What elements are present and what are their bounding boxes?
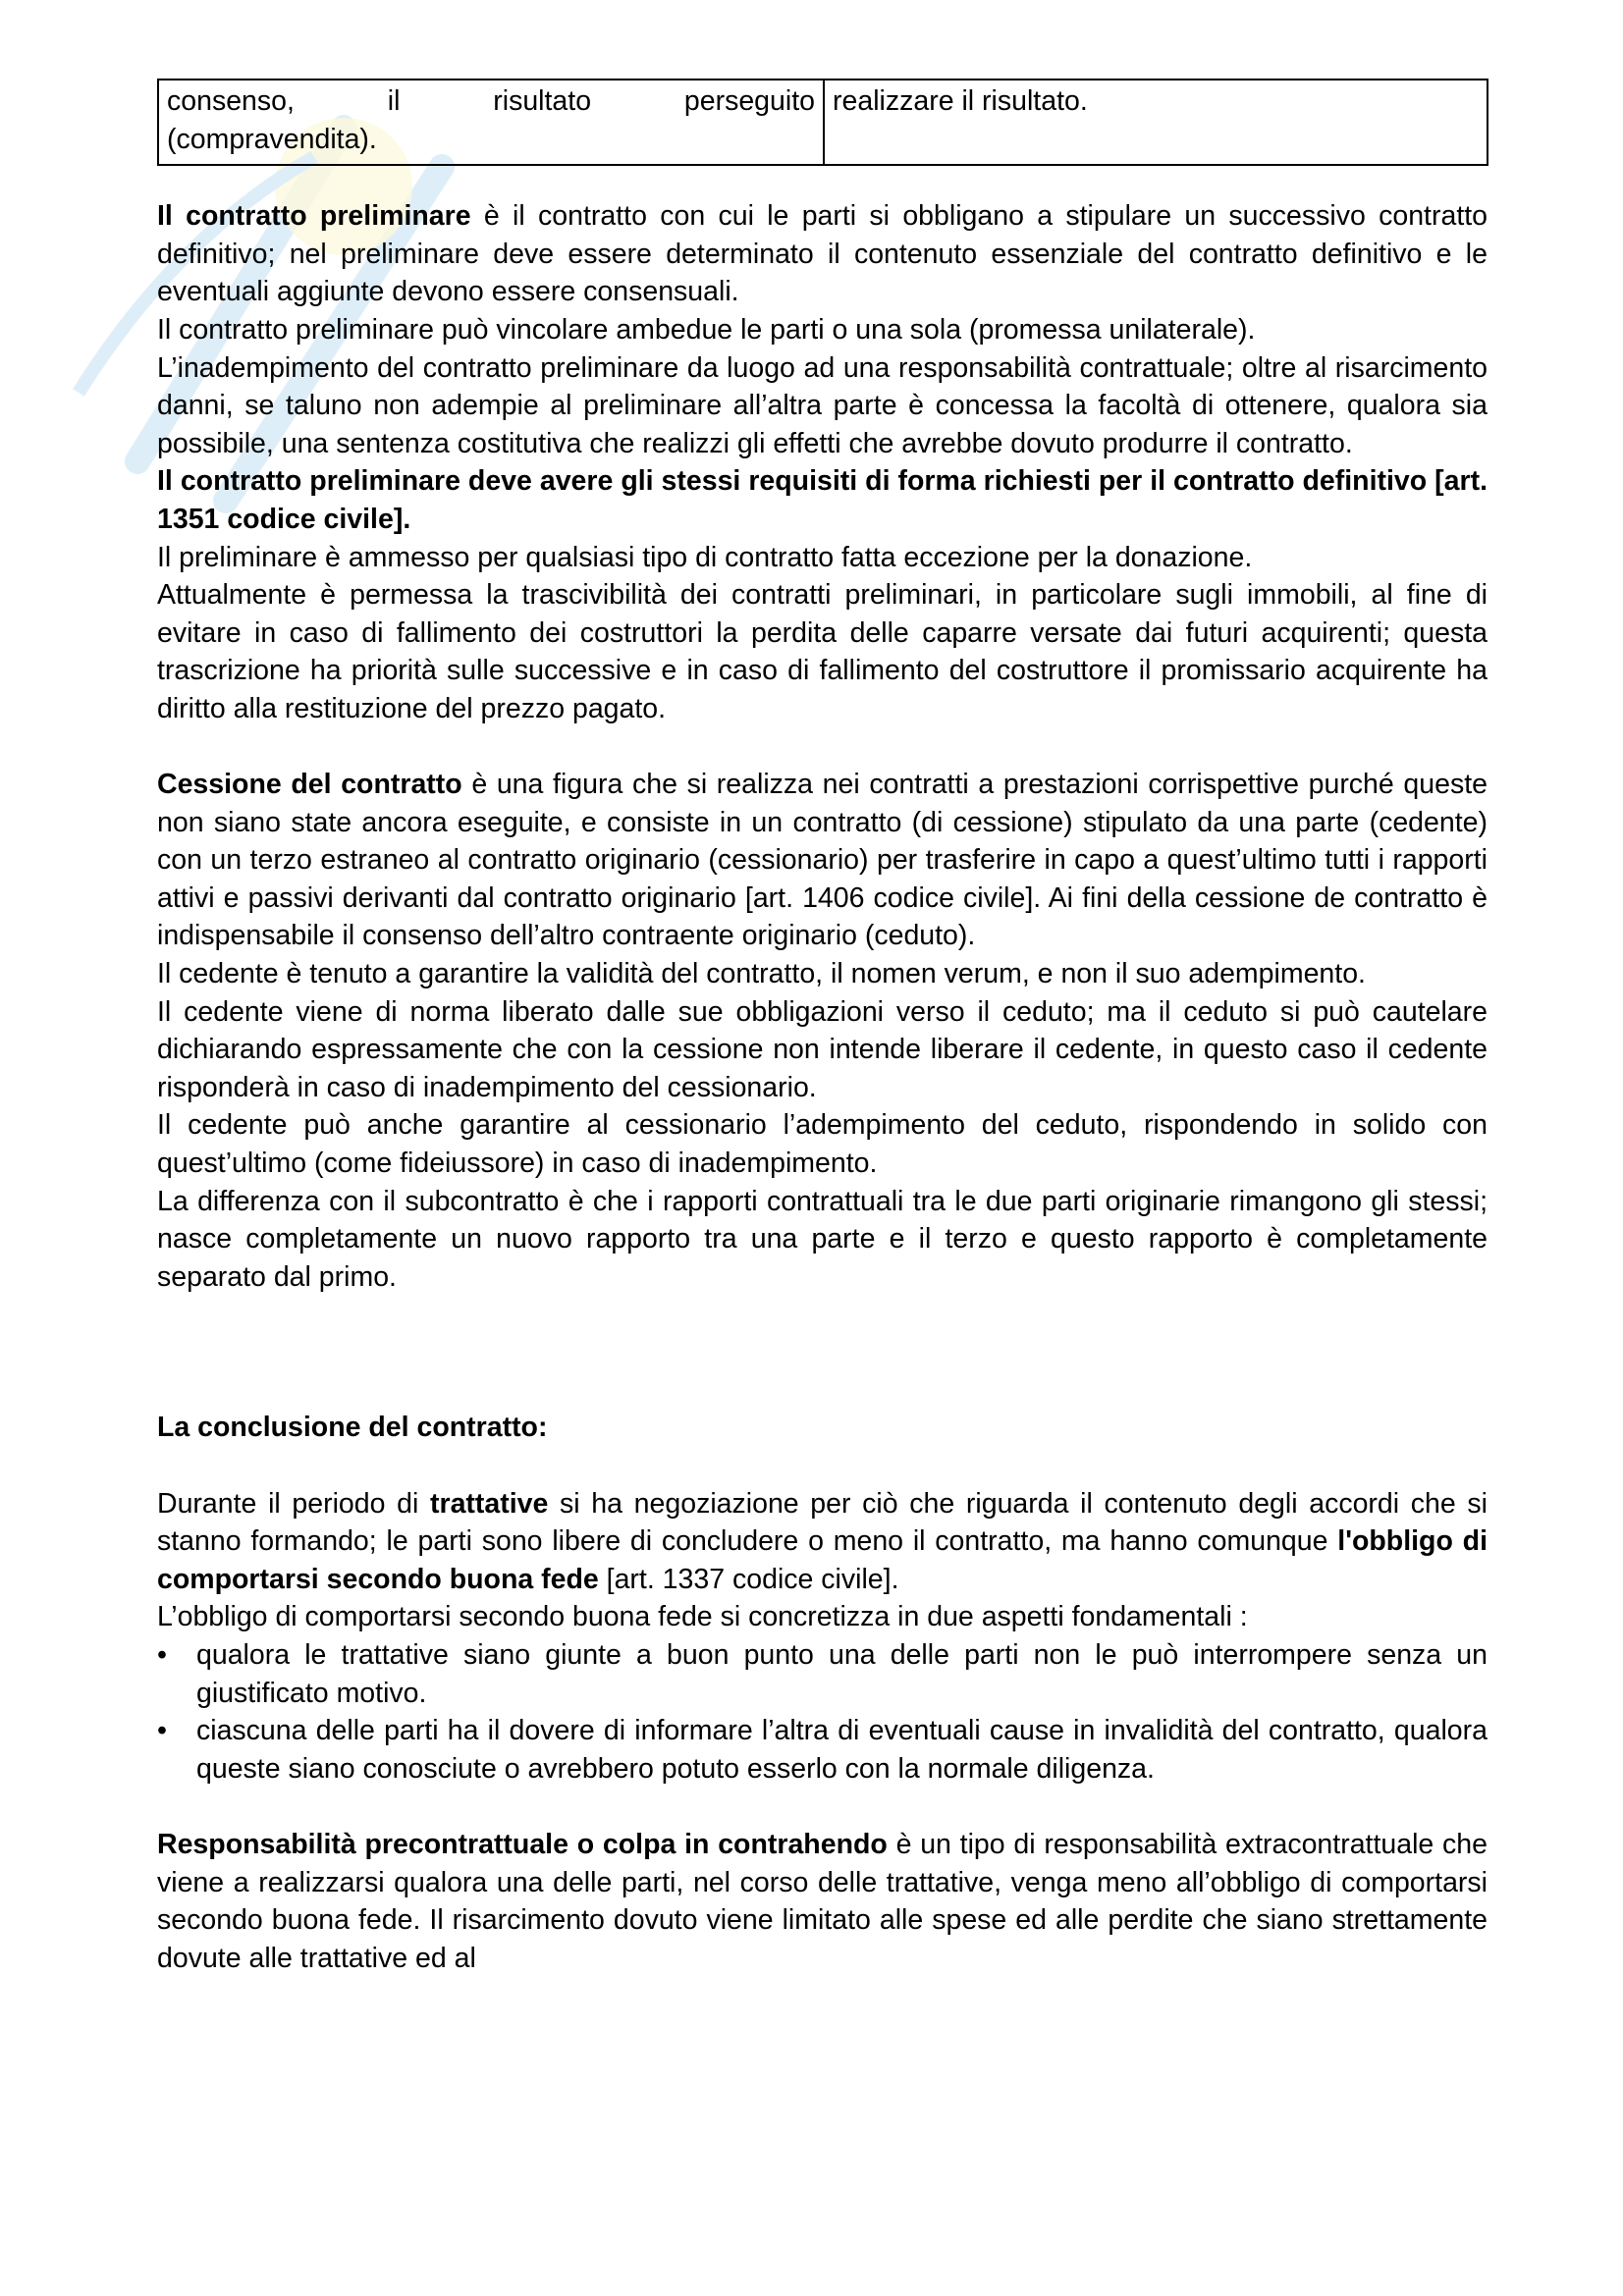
conclusione-paragraph-2: L’obbligo di comportarsi secondo buona fede si concretizza in due aspetti fondamentali :	[157, 1601, 1248, 1633]
preliminare-title: Il contratto preliminare	[157, 200, 471, 233]
preliminare-paragraph-1	[157, 197, 1488, 311]
list-item-text: ciascuna delle parti ha il dovere di informare l’altra di eventuali cause in invalidità del contratto, qualora queste siano conosciute o avrebbero potuto esserlo con la normale diligenza.	[196, 1715, 1488, 1785]
cessione-paragraph-3: Il cedente viene di norma liberato dalle sue obbligazioni verso il ceduto; ma il ceduto si può cautelare dichiarando espressamente che con la cessione non intende liberare il cedente, in questo caso il cedente risponderà in caso di inadempimento del cessionario.	[157, 995, 1488, 1103]
list-item	[157, 1636, 1488, 1712]
cessione-paragraph-5: La differenza con il subcontratto è che i rapporti contrattuali tra le due parti originarie rimangono gli stessi; nasce completamente un nuovo rapporto tra una parte e il terzo e questo rapporto è completamente separato dal primo.	[157, 1185, 1488, 1293]
list-item-text: qualora le trattative siano giunte a buon punto una delle parti non le può interrompere senza un giustificato motivo.	[196, 1638, 1488, 1709]
preliminare-p1-text: è il contratto con cui le parti si obbligano a stipulare un successivo contratto definitivo; nel preliminare deve essere determinato il contenuto essenziale del contratto definitivo e le eventuali aggiunte devono essere consensuali.	[157, 200, 1488, 308]
preliminare-paragraph-6: Attualmente è permessa la trascivibilità dei contratti preliminari, in particolare sugli immobili, al fine di evitare in caso di fallimento dei costruttori la perdita delle caparre versate dai futuri acquirenti; questa trascrizione ha priorità sulle successive e in caso di fallimento del costruttore il promissario acquirente ha diritto alla restituzione del prezzo pagato.	[157, 579, 1488, 724]
conclusione-paragraph-1	[157, 1485, 1488, 1599]
cessione-p1-text: è una figura che si realizza nei contratti a prestazioni corrispettive purché queste non siano state ancora eseguite, e consiste in un contratto (di cessione) stipulato da una parte (cedente) con un terzo estraneo al contratto originario (cessionario) per trasferire in capo a quest’ultimo tutti i rapporti attivi e passivi derivanti dal contratto originario [art. 1406 codice civile]. Ai fini della cessione de contratto è indispensabile il consenso dell’altro contraente originario (ceduto).	[157, 769, 1488, 952]
bullet-icon: •	[157, 1715, 167, 1747]
conclusione-heading: La conclusione del contratto:	[157, 1412, 548, 1444]
cessione-paragraph-2: Il cedente è tenuto a garantire la validità del contratto, il nomen verum, e non il suo adempimento.	[157, 958, 1366, 990]
cessione-title: Cessione del contratto	[157, 769, 462, 801]
list-item	[157, 1712, 1488, 1788]
conclusione-trattative: trattative	[430, 1487, 549, 1520]
conclusione-bullet-list	[157, 1636, 1488, 1788]
conclusione-p1-a: Durante il periodo di	[157, 1487, 430, 1520]
spacer-large	[157, 1296, 1488, 1409]
table-row	[158, 80, 1488, 165]
table-cell-right-line1: realizzare il risultato.	[833, 85, 1088, 117]
preliminare-paragraph-4	[157, 462, 1488, 538]
responsabilita-title: Responsabilità precontrattuale o colpa in contrahendo	[157, 1828, 888, 1860]
table-cell-right	[824, 80, 1488, 165]
spacer	[157, 728, 1488, 767]
preliminare-form-requirement: Il contratto preliminare deve avere gli stessi requisiti di forma richiesti per il contratto definitivo [art. 1351 codice civile].	[157, 465, 1488, 535]
cessione-paragraph-1	[157, 766, 1488, 955]
spacer	[157, 1788, 1488, 1826]
conclusione-p1-e: [art. 1337 codice civile].	[598, 1563, 899, 1595]
preliminare-paragraph-2: Il contratto preliminare può vincolare ambedue le parti o una sola (promessa unilaterale).	[157, 313, 1256, 346]
top-table	[157, 79, 1488, 166]
preliminare-paragraph-5: Il preliminare è ammesso per qualsiasi tipo di contratto fatta eccezione per la donazione.	[157, 541, 1253, 573]
conclusione-buona-fede: l'obbligo di comportarsi secondo buona fede	[157, 1525, 1488, 1595]
cessione-paragraph-4: Il cedente può anche garantire al cessionario l’adempimento del ceduto, rispondendo in solido con quest’ultimo (come fideiussore) in caso di inadempimento.	[157, 1109, 1488, 1180]
table-cell-left	[158, 80, 824, 165]
preliminare-paragraph-3: L’inadempimento del contratto preliminare da luogo ad una responsabilità contrattuale; oltre al risarcimento danni, se taluno non adempie al preliminare all’altra parte è concessa la facoltà di ottenere, qualora sia possibile, una sentenza costitutiva che realizzi gli effetti che avrebbe dovuto produrre il contratto.	[157, 351, 1488, 459]
table-cell-left-line1: consenso, il risultato perseguito	[167, 85, 815, 117]
spacer	[157, 1447, 1488, 1485]
bullet-icon: •	[157, 1638, 167, 1671]
responsabilita-paragraph-1	[157, 1826, 1488, 1977]
table-cell-left-line2: (compravendita).	[167, 123, 377, 155]
responsabilita-p1-text: è un tipo di responsabilità extracontrattuale che viene a realizzarsi qualora una delle parti, nel corso delle trattative, venga meno all’obbligo di comportarsi secondo buona fede. Il risarcimento dovuto viene limitato alle spese ed alle perdite che siano strettamente dovute alle trattative ed al	[157, 1828, 1488, 1974]
document-page	[157, 79, 1488, 1977]
conclusione-p1-c: si ha negoziazione per ciò che riguarda il contenuto degli accordi che si stanno formando; le parti sono libere di concludere o meno il contratto, ma hanno comunque	[157, 1487, 1488, 1558]
